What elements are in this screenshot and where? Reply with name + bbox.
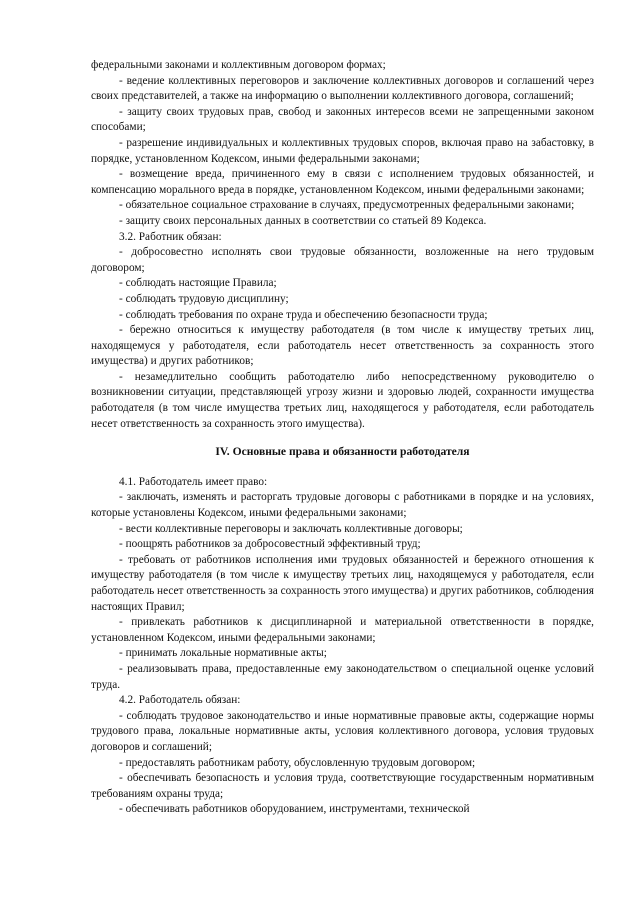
clause-heading: 4.1. Работодатель имеет право: (119, 475, 268, 488)
paragraph: - поощрять работников за добросовестный эффективный труд; (119, 538, 421, 551)
spacer (91, 432, 594, 444)
paragraph: федеральными законами и коллективным договором формах; (91, 59, 386, 71)
paragraph: - принимать локальные нормативные акты; (119, 647, 327, 660)
paragraph: - защиту своих трудовых прав, свобод и законных интересов всеми не запрещенными законом способами; (91, 105, 594, 134)
paragraph: - заключать, изменять и расторгать трудовые договоры с работниками в порядке и на условиях, которые установлены Кодексом, иными федеральными законами; (91, 491, 594, 520)
paragraph: - обеспечивать работников оборудованием, инструментами, технической (119, 803, 470, 816)
paragraph: - требовать от работников исполнения ими трудовых обязанностей и бережного отношения к имуществу работодателя (в том числе к имуществу третьих лиц, находящемуся у работодателя, если работодатель несет ответственность за сохранность этого имущества) и других работников, соблюдения настоящих Правил; (91, 553, 595, 613)
paragraph: - привлекать работников к дисциплинарной и материальной ответственности в порядке, установленном Кодексом, иными федеральными законами; (91, 616, 594, 644)
clause-heading: 4.2. Работодатель обязан: (119, 694, 241, 707)
paragraph: - предоставлять работникам работу, обусловленную трудовым договором; (119, 756, 476, 769)
paragraph: - добросовестно исполнять свои трудовые обязанности, возложенные на него трудовым договором; (91, 246, 594, 274)
paragraph: - обеспечивать безопасность и условия труда, соответствующие государственным нормативным требованиям охраны труда; (91, 772, 594, 800)
spacer (91, 460, 594, 475)
paragraph: - соблюдать настоящие Правила; (119, 277, 277, 290)
paragraph: - защиту своих персональных данных в соответствии со статьей 89 Кодекса. (119, 214, 487, 227)
clause-heading: 3.2. Работник обязан: (119, 230, 222, 243)
paragraph: - бережно относиться к имуществу работодателя (в том числе к имуществу третьих лиц, находящемуся у работодателя, если работодатель несет ответственность за сохранность этого имущества) и других работников; (91, 324, 594, 368)
paragraph: - ведение коллективных переговоров и заключение коллективных договоров и соглашений через своих представителей, а также на информацию о выполнении коллективного договора, соглашений; (91, 74, 594, 103)
paragraph: - соблюдать трудовое законодательство и иные нормативные правовые акты, содержащие нормы трудового права, локальные нормативные акты, условия коллективного договора, условия трудовых договоров и соглашений; (91, 709, 594, 753)
paragraph: - незамедлительно сообщить работодателю либо непосредственному руководителю о возникновении ситуации, представляющей угрозу жизни и здоровью людей, сохранности имущества работодателя (в том числе имущества третьих лиц, находящегося у работодателя, если работодатель несет ответственность за сохранность этого имущества). (91, 370, 594, 430)
section-heading: IV. Основные права и обязанности работодателя (215, 445, 470, 459)
paragraph: - вести коллективные переговоры и заключать коллективные договоры; (119, 522, 463, 535)
document-page (91, 58, 594, 818)
paragraph: - обязательное социальное страхование в случаях, предусмотренных федеральными законами; (119, 199, 575, 212)
paragraph: - реализовывать права, предоставленные ему законодательством о специальной оценке условий труда. (91, 662, 594, 691)
paragraph: - соблюдать требования по охране труда и обеспечению безопасности труда; (119, 308, 488, 321)
paragraph: - соблюдать трудовую дисциплину; (119, 292, 289, 305)
paragraph: - возмещение вреда, причиненного ему в связи с исполнением трудовых обязанностей, и компенсацию морального вреда в порядке, установленном Кодексом, иными федеральными законами; (91, 168, 594, 196)
paragraph: - разрешение индивидуальных и коллективных трудовых споров, включая право на забастовку, в порядке, установленном Кодексом, иными федеральными законами; (91, 136, 594, 165)
